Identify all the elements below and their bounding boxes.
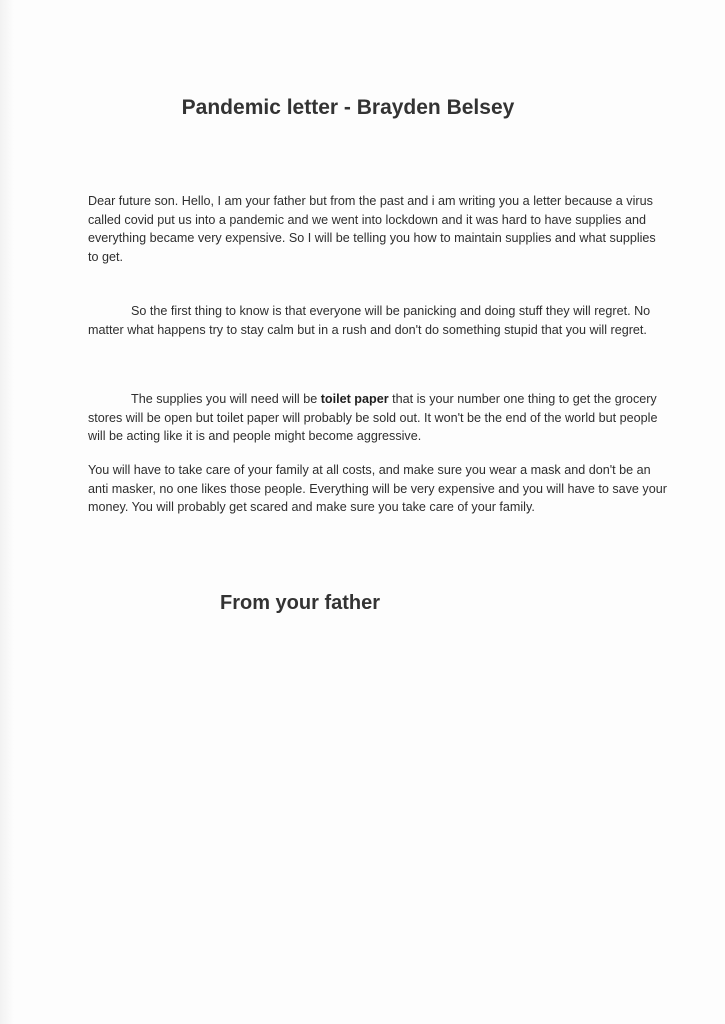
paragraph-stay-calm [88, 302, 668, 339]
scan-edge [0, 0, 14, 1024]
paragraph-supplies-after: that is your number one thing to get the grocery stores will be open but toilet paper will probably be sold out. It won't be the end of the world but people will be acting like it is and people might become aggressive. [88, 392, 658, 443]
paragraph-supplies-before: The supplies you will need will be [131, 392, 321, 406]
paragraph-supplies-bold: toilet paper [320, 392, 389, 406]
paragraph-greeting: Dear future son. Hello, I am your father but from the past and i am writing you a letter because a virus called covid put us into a pandemic and we went into lockdown and it was hard to have supplies and everything became very expensive. So I will be telling you how to maintain supplies and what supplies to get. [88, 194, 656, 264]
paragraph-family: You will have to take care of your family at all costs, and make sure you wear a mask and don't be an anti masker, no one likes those people. Everything will be very expensive and you will have to save your money. You will probably get scared and make sure you take care of your family. [88, 463, 667, 514]
letter-title: Pandemic letter - Brayden Belsey [181, 96, 515, 119]
paragraph-supplies [88, 390, 668, 446]
paragraph-stay-calm-text: So the first thing to know is that everyone will be panicking and doing stuff they will regret. No matter what happens try to stay calm but in a rush and don't do something stupid that you will regret. [88, 304, 651, 337]
letter-signoff: From your father [220, 592, 381, 614]
